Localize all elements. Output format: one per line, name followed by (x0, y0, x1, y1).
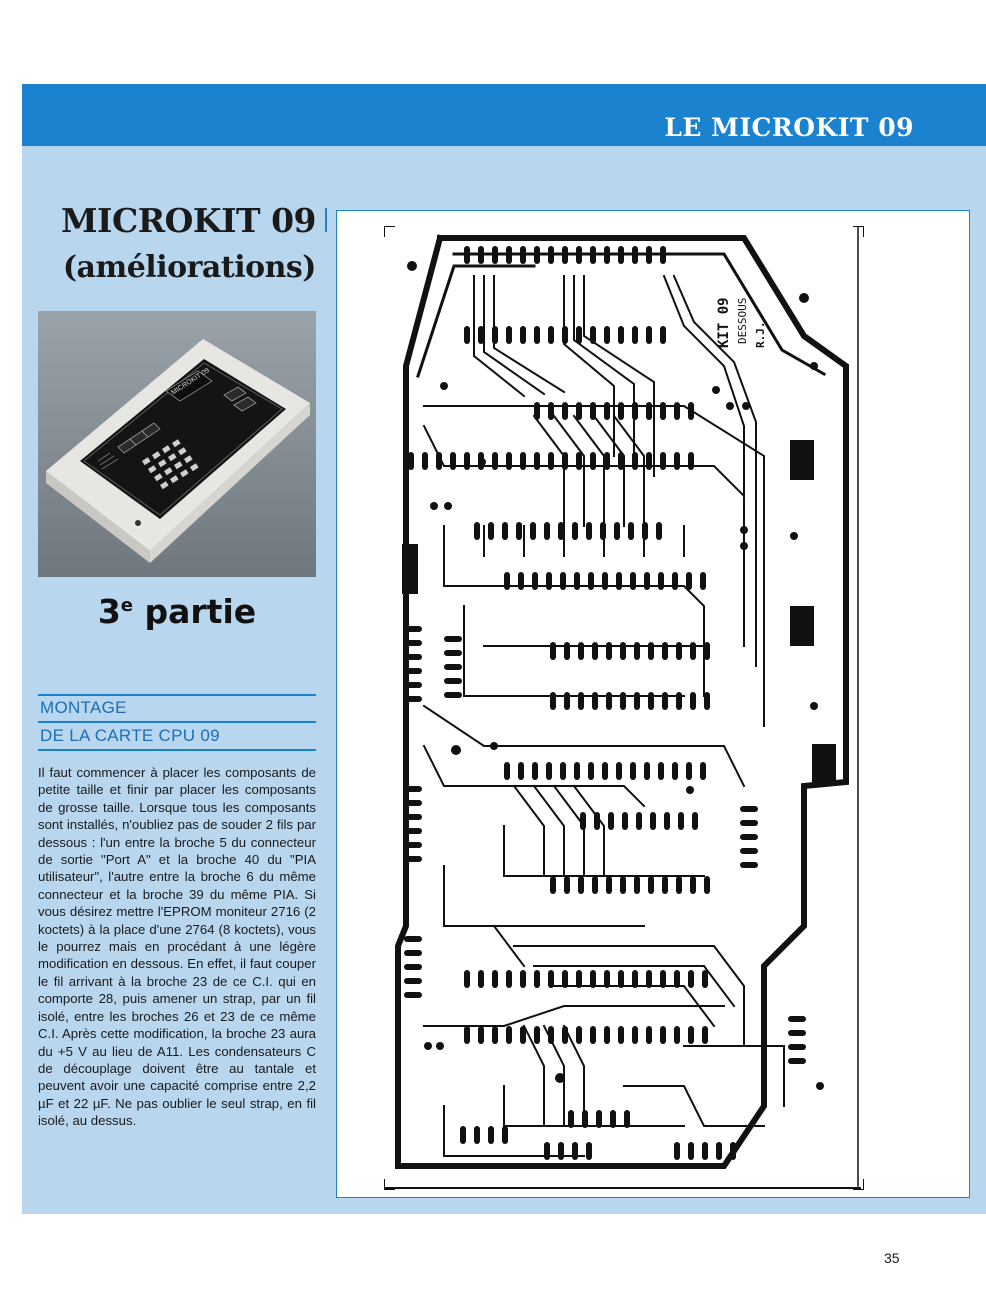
heading-rule-bottom (38, 749, 316, 751)
ic-row-2 (408, 402, 694, 470)
page-number: 35 (884, 1250, 900, 1266)
part-superscript: e (120, 595, 134, 616)
pcb-pad-2 (790, 606, 814, 646)
ic-row-5 (504, 762, 706, 830)
heading-rule-top (38, 694, 316, 696)
article-body: Il faut commencer à placer les composants de petite taille et finir par placer les composants de grosse taille. Lorsque tous les composants sont installés, n'oubliez pas de souder 2 fils par dessous : l'un entre la broche 5 du connecteur de sortie "Port A" et la broche 40 du "PIA utilisateur", l'autre entre la broche 6 du même connecteur et la broche 39 du même PIA. Si vous désirez mettre l'EPROM moniteur 2716 (2 koctets) à la place d'une 2764 (8 koctets), vous le pourrez mais en procédant à une légère modification en dessous. En effet, il faut couper le fil arrivant à la broche 23 de ce C.I. qui en comporte 28, puis amener un strap, par un fil isolé, entre les broches 26 et 23 de ce même C.I. Après cette modification, la broche 23 aura du +5 V au lieu de A11. Les condensateurs C de découplage doivent être au tantale et peuvent avoir une capacité comprise entre 2,2 µF et 22 µF. Ne pas oublier le seul strap, en fil isolé, au dessus. (38, 765, 316, 1129)
ic-row-3 (474, 522, 706, 590)
section-heading-line2: DE LA CARTE CPU 09 (40, 726, 220, 745)
ic-row-6 (464, 876, 710, 1044)
device-label: MICROKIT 09 (170, 366, 211, 397)
pcb-pad-3 (812, 744, 836, 784)
heading-rule-middle (38, 721, 316, 723)
title-divider (325, 208, 327, 232)
device-photo-drawing (38, 311, 316, 577)
pcb-layout-drawing (384, 226, 864, 1190)
article-title: MICROKIT 09 (61, 201, 316, 240)
banner-title: LE MICROKIT 09 (664, 113, 914, 142)
pcb-connector-left (404, 626, 462, 998)
ic-row-7 (460, 1110, 736, 1160)
pcb-label-initials: R.J. (754, 321, 767, 348)
pcb-label-dessous: DESSOUS (736, 297, 749, 344)
part-word: partie (144, 592, 257, 631)
device-photo (38, 311, 316, 577)
ic-row-4 (550, 642, 710, 710)
part-label (38, 592, 316, 631)
article-subtitle: (améliorations) (62, 250, 316, 285)
section-heading-line1: MONTAGE (40, 698, 127, 717)
pcb-label-kit: KIT 09 (716, 297, 732, 348)
part-number: 3 (97, 592, 121, 631)
pcb-pad-1 (790, 440, 814, 480)
pcb-pad-4 (402, 544, 418, 594)
